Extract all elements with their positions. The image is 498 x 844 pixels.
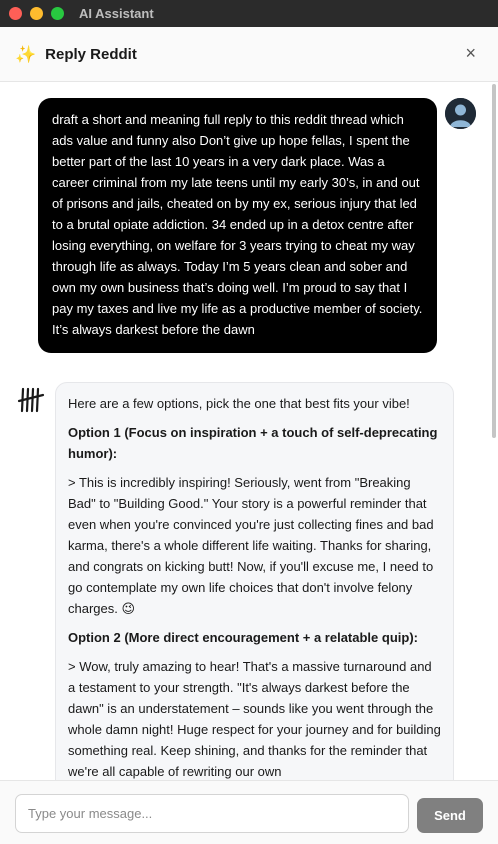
message-input[interactable] <box>15 794 409 833</box>
user-message: draft a short and meaning full reply to this reddit thread which ads value and funny also Don’t give up hope fellas, I spent the better part of the last 10 years in a very dark place. Was a career criminal from my late teens until my early 30’s, in and out of prisons and jails, cheated on by my ex, serious injury that led to a brutal opiate addiction. 34 ended up in a detox centre after losing everything, on welfare for 3 years trying to cheat my way through life as always. Today I’m 5 years clean and sober and own my own business that’s doing well. I’m proud to say that I pay my taxes and live my life as a productive member of society. It’s always darkest before the dawn <box>38 98 437 353</box>
chat-area[interactable] <box>0 82 498 780</box>
option-heading: Option 2 (More direct encouragement + a relatable quip): <box>68 630 418 645</box>
option-body: > This is incredibly inspiring! Seriously, went from "Breaking Bad" to "Building Good." Your story is a powerful reminder that even when you're convinced you're just collecting fines and bad karma, there's a whole different life waiting. Thanks for sharing, and congrats on kicking butt! Now, if you'll excuse me, I need to go contemplate my own life choices that don't involve felony charges. 😉 <box>68 475 434 616</box>
window-zoom-button[interactable] <box>51 7 64 20</box>
window-titlebar <box>0 0 498 27</box>
tally-marks-icon <box>17 386 45 414</box>
window-controls <box>9 7 64 20</box>
window-minimize-button[interactable] <box>30 7 43 20</box>
window-title: AI Assistant <box>79 6 154 21</box>
sparkles-icon: ✨ <box>15 44 37 64</box>
window-close-button[interactable] <box>9 7 22 20</box>
close-icon[interactable]: × <box>465 43 476 63</box>
assistant-intro: Here are a few options, pick the one that best fits your vibe! <box>68 396 410 411</box>
composer <box>0 780 498 844</box>
option-heading: Option 1 (Focus on inspiration + a touch of self-deprecating humor): <box>68 425 438 461</box>
user-avatar-icon <box>445 98 476 129</box>
panel-header <box>0 27 498 82</box>
chat-scrollbar[interactable] <box>492 84 496 438</box>
assistant-message <box>55 382 454 780</box>
send-button[interactable]: Send <box>417 798 483 833</box>
panel-title: Reply Reddit <box>45 45 137 63</box>
option-body: > Wow, truly amazing to hear! That's a massive turnaround and a testament to your strength. "It's always darkest before the dawn" is an understatement – sounds like you went through the whole damn night! Huge respect for your journey and for building something real. Keep shining, and thanks for the reminder that we're all capable of rewriting our own <box>68 659 441 779</box>
